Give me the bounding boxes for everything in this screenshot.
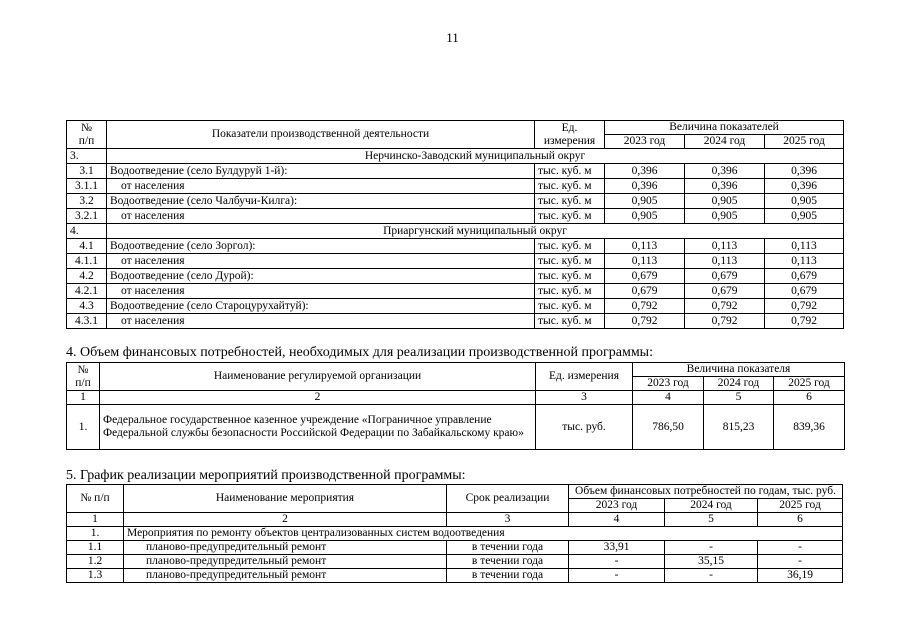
value-2025: 0,905: [765, 194, 844, 209]
value-2024: 0,905: [685, 194, 765, 209]
col-values-header: Величина показателей: [605, 121, 844, 135]
value-2023: 0,905: [605, 194, 685, 209]
table-row: [67, 555, 843, 569]
value-2024: 0,679: [685, 284, 765, 299]
col-number: 1: [67, 391, 100, 405]
table-row: [67, 314, 844, 329]
value-2025: -: [758, 555, 843, 569]
year-header: 2024 год: [704, 377, 774, 391]
col-number: 5: [665, 513, 758, 527]
value-2025: 839,36: [774, 405, 845, 450]
activity-name: планово-предупредительный ремонт: [124, 569, 447, 583]
value-2023: 0,679: [605, 269, 685, 284]
row-num: 4.: [67, 224, 107, 239]
row-num: 4.1: [67, 239, 107, 254]
row-unit: тыс. куб. м: [535, 209, 605, 224]
row-unit: тыс. куб. м: [535, 164, 605, 179]
value-2024: 0,113: [685, 254, 765, 269]
value-2024: 0,792: [685, 299, 765, 314]
col-number: 4: [569, 513, 665, 527]
indicator-name: от населения: [107, 314, 535, 329]
schedule-table: [66, 484, 843, 583]
section-row: [67, 527, 843, 541]
row-unit: тыс. куб. м: [535, 314, 605, 329]
row-num: 4.3.1: [67, 314, 107, 329]
indicator-name: Водоотведение (село Булдуруй 1-й):: [107, 164, 535, 179]
activity-name: планово-предупредительный ремонт: [124, 541, 447, 555]
value-2023: 0,679: [605, 284, 685, 299]
table-row: [67, 569, 843, 583]
col-number: 6: [774, 391, 845, 405]
financial-needs-table: [66, 362, 845, 450]
value-2024: 0,396: [685, 164, 765, 179]
section-row: [67, 149, 844, 164]
row-num: 3.: [67, 149, 107, 164]
value-2023: 0,396: [605, 164, 685, 179]
value-2024: 0,396: [685, 179, 765, 194]
table-row: [67, 284, 844, 299]
table-row: [67, 269, 844, 284]
indicator-name: от населения: [107, 209, 535, 224]
col-number: 3: [536, 391, 633, 405]
table-row: [67, 239, 844, 254]
indicator-name: от населения: [107, 284, 535, 299]
value-2023: 33,91: [569, 541, 665, 555]
year-header: 2025 год: [758, 499, 843, 513]
table-row: [67, 179, 844, 194]
year-header: 2025 год: [765, 135, 844, 149]
value-2024: 0,679: [685, 269, 765, 284]
section-5-heading: 5. График реализации мероприятий производственной программы:: [66, 468, 466, 483]
section-title: Мероприятия по ремонту объектов централизованных систем водоотведения: [124, 527, 843, 541]
section-title: Нерчинско-Заводский муниципальный округ: [107, 149, 844, 164]
value-2025: 0,113: [765, 254, 844, 269]
row-num: 1.: [67, 405, 100, 450]
value-2023: -: [569, 569, 665, 583]
production-indicators-table: [66, 120, 844, 329]
table-row: [67, 299, 844, 314]
row-num: 1.: [67, 527, 124, 541]
year-header: 2025 год: [774, 377, 845, 391]
value-2023: 0,792: [605, 314, 685, 329]
col-number: 4: [633, 391, 704, 405]
row-unit: тыс. руб.: [536, 405, 633, 450]
table-row: [67, 194, 844, 209]
value-2024: 0,905: [685, 209, 765, 224]
year-header: 2023 год: [633, 377, 704, 391]
col-values-header: Величина показателя: [633, 363, 845, 377]
row-num: 3.2.1: [67, 209, 107, 224]
row-num: 4.1.1: [67, 254, 107, 269]
col-number: 5: [704, 391, 774, 405]
col-number: 6: [758, 513, 843, 527]
col-number: 3: [447, 513, 569, 527]
value-2023: 786,50: [633, 405, 704, 450]
value-2024: 0,792: [685, 314, 765, 329]
col-number: 1: [67, 513, 124, 527]
value-2023: 0,113: [605, 254, 685, 269]
table-row: [67, 254, 844, 269]
row-unit: тыс. куб. м: [535, 284, 605, 299]
row-num: 3.1.1: [67, 179, 107, 194]
row-num: 1.3: [67, 569, 124, 583]
org-name: Федеральное государственное казенное учреждение «Пограничное управление Федеральной службы безопасности Российской Федерации по Забайкальскому краю»: [100, 405, 536, 450]
value-2025: 0,113: [765, 239, 844, 254]
year-header: 2023 год: [569, 499, 665, 513]
row-num: 3.1: [67, 164, 107, 179]
year-header: 2024 год: [685, 135, 765, 149]
indicator-name: от населения: [107, 179, 535, 194]
activity-name: планово-предупредительный ремонт: [124, 555, 447, 569]
indicator-name: Водоотведение (село Зоргол):: [107, 239, 535, 254]
page-number: 11: [446, 30, 459, 45]
col-num-header: № п/п: [67, 121, 107, 149]
col-num-header: № п/п: [67, 363, 100, 391]
value-2025: 0,792: [765, 314, 844, 329]
value-2024: 815,23: [704, 405, 774, 450]
table-row: [67, 405, 845, 450]
value-2025: 0,679: [765, 269, 844, 284]
col-unit-header: Ед. измерения: [535, 121, 605, 149]
table-row: [67, 209, 844, 224]
value-2023: 0,905: [605, 209, 685, 224]
production-indicators-body: [67, 149, 844, 329]
value-2024: -: [665, 541, 758, 555]
row-num: 4.3: [67, 299, 107, 314]
schedule-body: [67, 541, 843, 583]
col-values-header: Объем финансовых потребностей по годам, тыс. руб.: [569, 485, 843, 499]
row-num: 1.1: [67, 541, 124, 555]
indicator-name: от населения: [107, 254, 535, 269]
row-num: 4.2: [67, 269, 107, 284]
col-name-header: Наименование мероприятия: [124, 485, 447, 513]
row-term: в течении года: [447, 555, 569, 569]
row-unit: тыс. куб. м: [535, 179, 605, 194]
row-num: 1.2: [67, 555, 124, 569]
row-term: в течении года: [447, 541, 569, 555]
row-unit: тыс. куб. м: [535, 194, 605, 209]
year-header: 2023 год: [605, 135, 685, 149]
value-2025: 36,19: [758, 569, 843, 583]
value-2023: 0,113: [605, 239, 685, 254]
row-unit: тыс. куб. м: [535, 299, 605, 314]
row-unit: тыс. куб. м: [535, 269, 605, 284]
indicator-name: Водоотведение (село Староцурухайтуй):: [107, 299, 535, 314]
indicator-name: Водоотведение (село Чалбучи-Килга):: [107, 194, 535, 209]
section-4-heading: 4. Объем финансовых потребностей, необходимых для реализации производственной программы:: [66, 345, 653, 360]
value-2024: -: [665, 569, 758, 583]
col-num-header: № п/п: [67, 485, 124, 513]
year-header: 2024 год: [665, 499, 758, 513]
row-unit: тыс. куб. м: [535, 239, 605, 254]
col-number: 2: [100, 391, 536, 405]
row-num: 4.2.1: [67, 284, 107, 299]
section-row: [67, 224, 844, 239]
row-num: 3.2: [67, 194, 107, 209]
col-number: 2: [124, 513, 447, 527]
row-unit: тыс. куб. м: [535, 254, 605, 269]
value-2025: 0,905: [765, 209, 844, 224]
table-row: [67, 541, 843, 555]
value-2023: 0,396: [605, 179, 685, 194]
section-title: Приаргунский муниципальный округ: [107, 224, 844, 239]
col-org-header: Наименование регулируемой организации: [100, 363, 536, 391]
indicator-name: Водоотведение (село Дурой):: [107, 269, 535, 284]
value-2025: 0,396: [765, 164, 844, 179]
col-indicators-header: Показатели производственной деятельности: [107, 121, 535, 149]
value-2023: -: [569, 555, 665, 569]
value-2024: 0,113: [685, 239, 765, 254]
value-2025: -: [758, 541, 843, 555]
value-2025: 0,792: [765, 299, 844, 314]
value-2025: 0,679: [765, 284, 844, 299]
col-unit-header: Ед. измерения: [536, 363, 633, 391]
row-term: в течении года: [447, 569, 569, 583]
value-2023: 0,792: [605, 299, 685, 314]
table-row: [67, 164, 844, 179]
value-2025: 0,396: [765, 179, 844, 194]
value-2024: 35,15: [665, 555, 758, 569]
col-term-header: Срок реализации: [447, 485, 569, 513]
